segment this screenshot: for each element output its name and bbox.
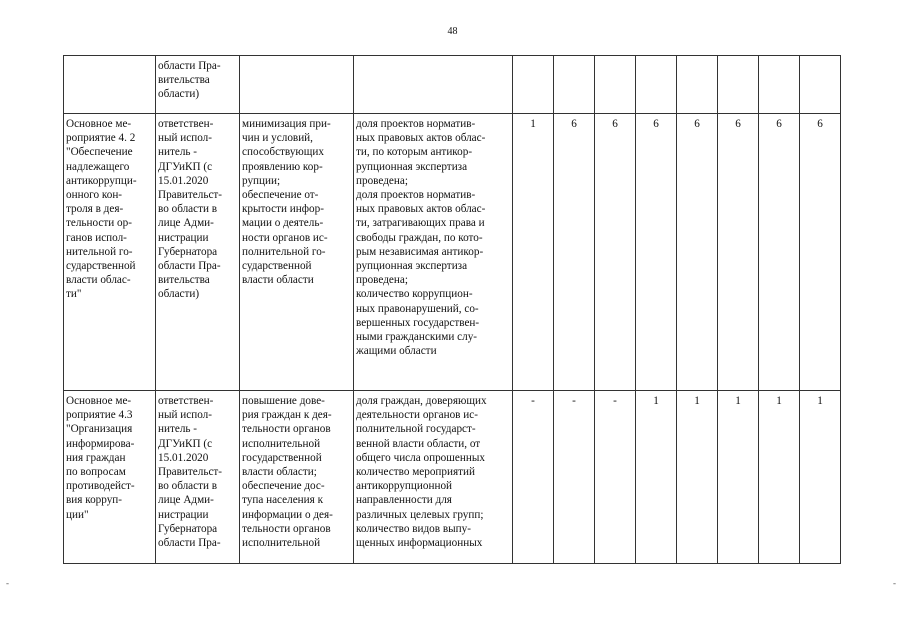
value-cell: [636, 56, 677, 114]
text-line: доля проектов норматив-: [356, 118, 476, 130]
value-cell: 6: [718, 114, 759, 391]
edge-mark-left: -: [6, 578, 9, 588]
value-cell: 1: [800, 391, 841, 564]
text-line: ный испол-: [158, 409, 212, 422]
indicator-cell: [354, 114, 513, 391]
text-line: области): [158, 88, 200, 101]
value-cell: [513, 56, 554, 114]
text-line: количество мероприятий: [356, 466, 476, 479]
text-line: ти": [66, 288, 82, 301]
text-line: деятельности органов ис-: [356, 409, 478, 422]
text-line: минимизация при-: [242, 118, 331, 130]
text-line: свободы граждан, по кото-: [356, 231, 483, 244]
text-line: онного кон-: [66, 189, 123, 202]
text-line: нитель -: [158, 146, 198, 159]
text-line: вительства: [158, 274, 210, 287]
text-line: ДГУиКП (с: [158, 160, 213, 173]
text-line: лице Адми-: [158, 217, 214, 230]
text-line: противодейст-: [66, 480, 135, 493]
text-line: чин и условий,: [242, 132, 313, 145]
executor-cell: [156, 391, 240, 564]
value-cell: 1: [677, 391, 718, 564]
value-cell: 6: [554, 114, 595, 391]
value-cell: 6: [800, 114, 841, 391]
table-row: [64, 114, 841, 391]
value-cell: 6: [677, 114, 718, 391]
text-line: рупционная экспертиза: [356, 160, 468, 173]
value-cell: -: [513, 391, 554, 564]
text-line: нительной го-: [66, 245, 133, 258]
text-line: доля проектов норматив-: [356, 189, 476, 202]
text-line: Правительст-: [158, 466, 223, 479]
text-line: полнительной государст-: [356, 423, 476, 436]
value-cell: 1: [759, 391, 800, 564]
text-line: щенных информационных: [356, 537, 483, 550]
text-line: рупции;: [242, 174, 281, 187]
text-line: по вопросам: [66, 466, 126, 479]
value-cell: 1: [718, 391, 759, 564]
text-line: общего числа опрошенных: [356, 451, 485, 464]
indicator-cell: [354, 391, 513, 564]
value-cell: [554, 56, 595, 114]
text-line: нистрации: [158, 231, 209, 244]
text-line: количество коррупцион-: [356, 288, 473, 301]
text-line: крытости инфор-: [242, 203, 324, 216]
text-line: вершенных государствен-: [356, 316, 480, 329]
text-line: вительства: [158, 74, 210, 87]
text-line: "Организация: [66, 423, 133, 436]
text-line: Губернатора: [158, 245, 218, 258]
measure-name-cell: [64, 114, 156, 391]
text-line: венной власти области, от: [356, 437, 481, 450]
text-line: во области в: [158, 480, 218, 493]
text-line: жащими области: [356, 345, 437, 358]
text-line: ти, затрагивающих права и: [356, 217, 485, 230]
text-line: области Пра-: [158, 537, 221, 550]
text-line: власти области: [242, 274, 314, 287]
text-line: роприятие 4. 2: [66, 132, 136, 145]
expected-result-cell: [240, 391, 354, 564]
text-line: тельности ор-: [66, 217, 132, 230]
measure-name-cell: [64, 56, 156, 114]
text-line: ти, по которым антикор-: [356, 146, 473, 159]
text-line: тельности органов: [242, 423, 331, 436]
text-line: информации о дея-: [242, 508, 333, 521]
text-line: доля граждан, доверяющих: [356, 395, 487, 407]
value-cell: 1: [636, 391, 677, 564]
text-line: тупа населения к: [242, 494, 324, 507]
text-line: обеспечение от-: [242, 189, 319, 202]
page-number: 48: [447, 26, 458, 37]
text-line: сударственной: [242, 260, 312, 273]
text-line: ответствен-: [158, 395, 214, 407]
value-cell: -: [595, 391, 636, 564]
text-line: ный испол-: [158, 132, 212, 145]
text-line: направленности для: [356, 494, 452, 507]
text-line: 15.01.2020: [158, 174, 209, 187]
measure-name-cell: [64, 391, 156, 564]
text-line: ДГУиКП (с: [158, 437, 213, 450]
text-line: полнительной го-: [242, 245, 326, 258]
text-line: ных правовых актов облас-: [356, 203, 486, 216]
text-line: ответствен-: [158, 118, 214, 130]
text-line: государственной: [242, 451, 322, 464]
text-line: повышение дове-: [242, 395, 325, 407]
value-cell: [759, 56, 800, 114]
text-line: ния граждан: [66, 451, 126, 464]
text-line: вия корруп-: [66, 494, 123, 507]
text-line: области): [158, 288, 200, 301]
text-line: антикоррупци-: [66, 174, 137, 187]
value-cell: [800, 56, 841, 114]
text-line: исполнительной: [242, 437, 321, 450]
value-cell: [718, 56, 759, 114]
text-line: ности органов ис-: [242, 231, 328, 244]
table-body: [64, 56, 841, 564]
table-row: [64, 56, 841, 114]
value-cell: 6: [759, 114, 800, 391]
text-line: троля в дея-: [66, 203, 124, 216]
text-line: тельности органов: [242, 522, 331, 535]
text-line: информирова-: [66, 437, 135, 450]
text-line: исполнительной: [242, 537, 321, 550]
expected-result-cell: [240, 56, 354, 114]
text-line: различных целевых групп;: [356, 508, 484, 521]
indicator-cell: [354, 56, 513, 114]
text-line: проведена;: [356, 174, 408, 187]
text-line: рым независимая антикор-: [356, 245, 484, 258]
text-line: сударственной: [66, 260, 136, 273]
value-cell: [677, 56, 718, 114]
text-line: 15.01.2020: [158, 451, 209, 464]
text-line: ными гражданскими слу-: [356, 331, 478, 344]
text-line: рия граждан к дея-: [242, 409, 332, 422]
text-line: роприятие 4.3: [66, 409, 133, 422]
text-line: количество видов выпу-: [356, 522, 471, 535]
edge-mark-right: -: [893, 578, 896, 588]
text-line: ных правонарушений, со-: [356, 302, 479, 315]
executor-cell: [156, 114, 240, 391]
value-cell: 1: [513, 114, 554, 391]
text-line: ных правовых актов облас-: [356, 132, 486, 145]
text-line: Основное ме-: [66, 395, 132, 407]
value-cell: 6: [636, 114, 677, 391]
text-line: Основное ме-: [66, 118, 132, 130]
value-cell: 6: [595, 114, 636, 391]
text-line: власти области;: [242, 466, 317, 479]
table-row: [64, 391, 841, 564]
text-line: мации о деятель-: [242, 217, 324, 230]
text-line: обеспечение дос-: [242, 480, 325, 493]
text-line: нистрации: [158, 508, 209, 521]
expected-result-cell: [240, 114, 354, 391]
text-line: ции": [66, 508, 89, 521]
text-line: области Пра-: [158, 260, 221, 273]
text-line: проявлению кор-: [242, 160, 323, 173]
text-line: нитель -: [158, 423, 198, 436]
text-line: власти облас-: [66, 274, 131, 287]
text-line: проведена;: [356, 274, 408, 287]
text-line: антикоррупционной: [356, 480, 453, 493]
program-measures-table: [63, 55, 841, 564]
text-line: "Обеспечение: [66, 146, 133, 159]
text-line: во области в: [158, 203, 218, 216]
text-line: Правительст-: [158, 189, 223, 202]
text-line: надлежащего: [66, 160, 130, 173]
text-line: рупционная экспертиза: [356, 260, 468, 273]
executor-cell: [156, 56, 240, 114]
text-line: способствующих: [242, 146, 324, 159]
value-cell: [595, 56, 636, 114]
text-line: области Пра-: [158, 60, 221, 72]
text-line: Губернатора: [158, 522, 218, 535]
text-line: ганов испол-: [66, 231, 127, 244]
value-cell: -: [554, 391, 595, 564]
text-line: лице Адми-: [158, 494, 214, 507]
